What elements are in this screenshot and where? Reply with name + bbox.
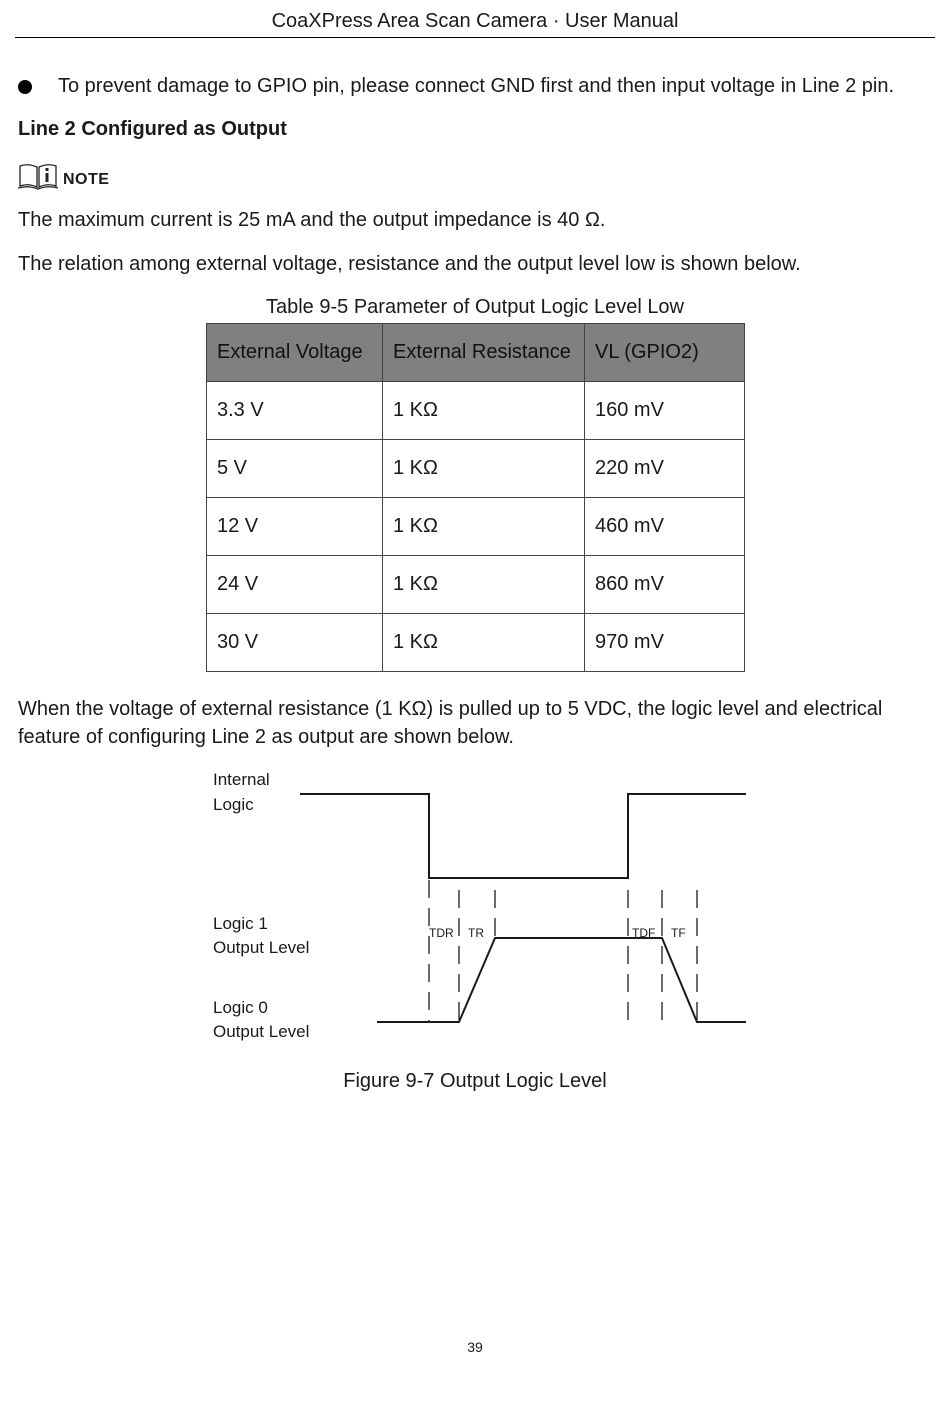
label-tr: TR (468, 926, 484, 940)
table-row (207, 498, 745, 556)
cell-voltage: 3.3 V (207, 382, 383, 440)
page-header-title: CoaXPress Area Scan Camera · User Manual (271, 10, 679, 32)
header-vl-gpio2: VL (GPIO2) (585, 324, 745, 382)
cell-vl: 860 mV (585, 556, 745, 614)
cell-resistance: 1 KΩ (383, 440, 585, 498)
header-divider (15, 37, 935, 38)
header-external-voltage: External Voltage (207, 324, 383, 382)
figure-caption: Figure 9-7 Output Logic Level (343, 1070, 607, 1092)
cell-vl: 970 mV (585, 614, 745, 672)
note-label: NOTE (63, 171, 110, 188)
output-logic-level-diagram (0, 760, 950, 1060)
label-tf: TF (671, 926, 686, 940)
label-logic: Logic (213, 795, 254, 814)
note-book-icon (18, 161, 58, 196)
cell-vl: 220 mV (585, 440, 745, 498)
table-caption: Table 9-5 Parameter of Output Logic Level Low (265, 296, 685, 318)
output-logic-level-table (206, 323, 745, 672)
cell-resistance: 1 KΩ (383, 614, 585, 672)
output-level-waveform (377, 938, 746, 1022)
page-number: 39 (467, 1339, 483, 1355)
label-internal: Internal (213, 770, 270, 789)
table-header-row (207, 324, 745, 382)
cell-voltage: 5 V (207, 440, 383, 498)
label-logic0-output-level: Output Level (213, 1022, 310, 1041)
header-external-resistance: External Resistance (383, 324, 585, 382)
cell-resistance: 1 KΩ (383, 382, 585, 440)
pullup-description-text: When the voltage of external resistance (1 KΩ) is pulled up to 5 VDC, the logic level and electrical feature of configuring Line 2 as output are shown below. (18, 698, 883, 748)
cell-voltage: 30 V (207, 614, 383, 672)
label-logic1-output-level: Output Level (213, 938, 310, 957)
cell-resistance: 1 KΩ (383, 556, 585, 614)
label-logic0: Logic 0 (213, 998, 268, 1017)
label-logic1: Logic 1 (213, 914, 268, 933)
bullet-icon (18, 80, 32, 94)
cell-vl: 460 mV (585, 498, 745, 556)
current-impedance-text: The maximum current is 25 mA and the output impedance is 40 Ω. (18, 209, 606, 231)
table-row (207, 382, 745, 440)
label-tdr: TDR (429, 926, 454, 940)
cell-resistance: 1 KΩ (383, 498, 585, 556)
table-row (207, 440, 745, 498)
warning-bullet-text: To prevent damage to GPIO pin, please connect GND first and then input voltage in Line 2 pin. (58, 75, 895, 97)
label-tdf: TDF (632, 926, 656, 940)
cell-vl: 160 mV (585, 382, 745, 440)
section-heading: Line 2 Configured as Output (18, 118, 287, 140)
cell-voltage: 24 V (207, 556, 383, 614)
table-row (207, 556, 745, 614)
relation-intro-text: The relation among external voltage, resistance and the output level low is shown below. (18, 253, 801, 275)
table-row (207, 614, 745, 672)
internal-logic-waveform (300, 794, 746, 878)
cell-voltage: 12 V (207, 498, 383, 556)
